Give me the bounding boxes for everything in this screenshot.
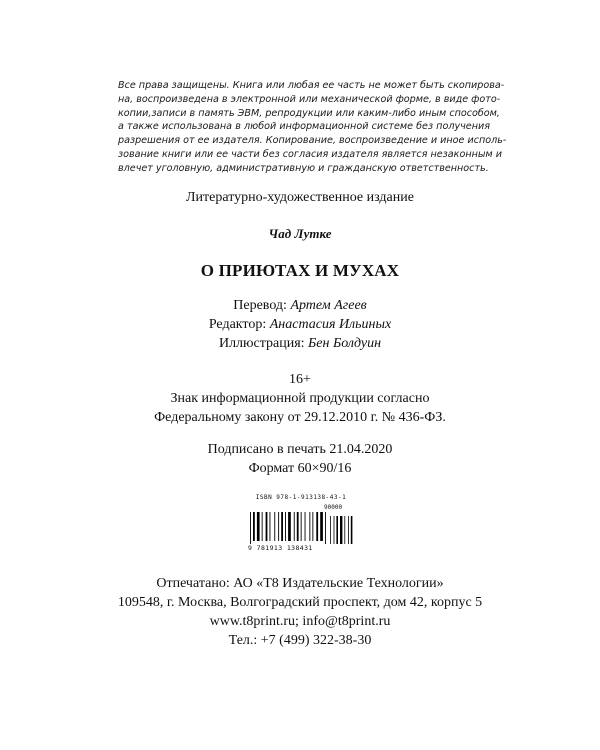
credit-translation [0, 298, 600, 314]
credit-role: Перевод: [233, 298, 287, 313]
isbn-text: ISBN 978-1-913138-43-1 [255, 494, 347, 501]
barcode-bar [297, 512, 299, 541]
barcode-bar [320, 512, 323, 541]
barcode-bar [309, 512, 310, 541]
barcode-bar [278, 512, 279, 541]
law-notice-line: Знак информационной продукции согласно [170, 391, 430, 406]
credit-name: Бен Болдуин [308, 336, 382, 351]
rights-line: зование книги или ее части без согласия издателя является незаконным и [118, 148, 502, 160]
barcode-addon-bar [336, 516, 338, 544]
paper-format: Формат 60×90/16 [248, 461, 352, 476]
rights-line: на, воспроизведена в электронной или механической форме, в виде фото- [118, 93, 501, 105]
genre-label: Литературно-художественное издание [186, 190, 414, 205]
barcode-bar [274, 512, 275, 541]
barcode-bar [257, 512, 260, 541]
age-rating: 16+ [289, 372, 311, 387]
book-title: О ПРИЮТАХ И МУХАХ [200, 261, 400, 280]
barcode-bar [250, 512, 251, 544]
barcode-addon-number: 90000 [324, 504, 343, 511]
credit-illustration [0, 336, 600, 352]
barcode-addon-bar [344, 516, 345, 544]
barcode-bar [266, 512, 268, 541]
barcode-digits: 9 781913 138431 [248, 544, 313, 552]
barcode-bar [270, 512, 271, 541]
barcode-bar [285, 512, 286, 541]
barcode-bar [316, 512, 318, 541]
rights-line: копии,записи в память ЭВМ, репродукции или каким-либо иным способом, [118, 107, 500, 119]
printer-address: 109548, г. Москва, Волгоградский проспект, дом 42, корпус 5 [117, 595, 483, 610]
credit-name: Анастасия Ильиных [269, 317, 392, 332]
credit-role: Редактор: [208, 317, 267, 332]
law-notice-line: Федеральному закону от 29.12.2010 г. № 436-ФЗ. [154, 410, 446, 425]
barcode-bar [253, 512, 255, 541]
credit-role: Иллюстрация: [218, 336, 305, 351]
barcode-addon-bar [351, 516, 353, 544]
barcode-bars [248, 512, 354, 544]
barcode-bar [305, 512, 306, 541]
signed-for-print: Подписано в печать 21.04.2020 [207, 442, 393, 457]
rights-line: влечет уголовную, административную и гражданскую ответственность. [118, 162, 489, 174]
rights-notice [118, 79, 507, 176]
barcode-addon-bar [348, 516, 349, 544]
credit-editor [0, 317, 600, 333]
barcode-bar [262, 512, 263, 541]
barcode-bar [294, 512, 295, 541]
barcode-bar [281, 512, 283, 541]
barcode-bar [301, 512, 302, 541]
rights-line: Все права защищены. Книга или любая ее часть не может быть скопирова- [118, 80, 505, 91]
credit-name: Артем Агеев [290, 298, 367, 313]
barcode-bar [312, 512, 313, 541]
printer-phone: Тел.: +7 (499) 322-38-30 [228, 633, 372, 648]
barcode-addon-bar [330, 516, 331, 544]
barcode-addon-bar [340, 516, 342, 544]
printer-name: Отпечатано: АО «Т8 Издательские Технологии» [156, 576, 444, 591]
printer-web-email: www.t8print.ru; info@t8print.ru [209, 614, 391, 629]
rights-line: а также использована в любой информационной системе без получения [118, 121, 490, 133]
barcode-bar [325, 512, 326, 544]
isbn-barcode [246, 494, 356, 556]
author-name: Чад Лутке [268, 226, 332, 241]
rights-line: разрешения от ее издателя. Копирование, воспроизведение и иное исполь- [118, 135, 507, 147]
barcode-bar [288, 512, 291, 541]
barcode-addon-bar [334, 516, 335, 544]
